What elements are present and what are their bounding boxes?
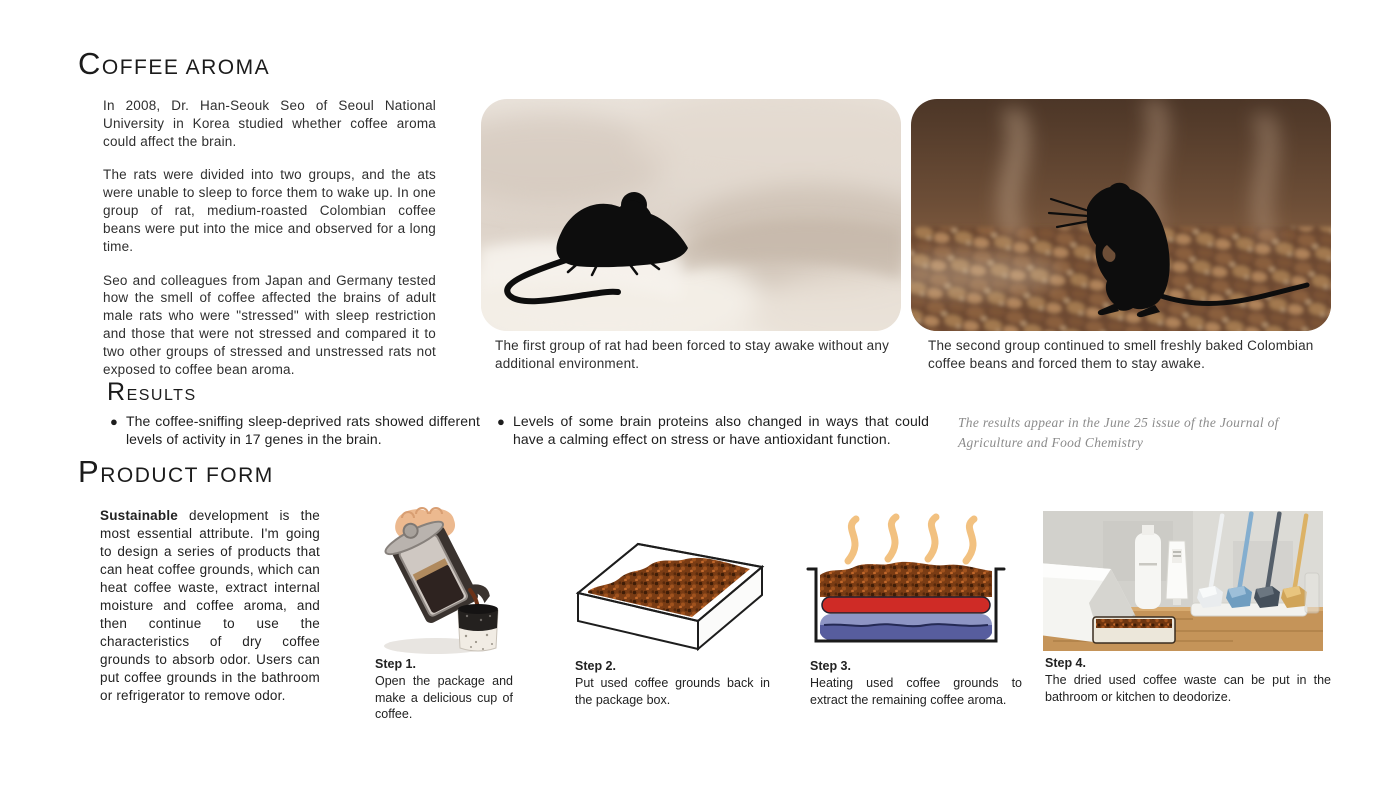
figure2-caption: The second group continued to smell freshly baked Colombian coffee beans and forced them to stay awake. <box>928 338 1314 371</box>
figure-first-rat-group <box>481 99 901 331</box>
figure-second-rat-group <box>911 99 1331 331</box>
coffee-aroma-heading: COFFEE AROMA <box>78 46 271 81</box>
step3-figure <box>804 511 1008 656</box>
step4-label: Step 4. <box>1045 656 1086 670</box>
results-bullet-2 <box>497 413 929 448</box>
bathroom-counter-icon <box>1043 511 1323 651</box>
step3-label: Step 3. <box>810 659 851 673</box>
results-bullet-1 <box>110 413 480 448</box>
step4-description: The dried used coffee waste can be put in the bathroom or kitchen to deodorize. <box>1045 673 1331 704</box>
bullet-icon: ● <box>497 414 505 429</box>
intro-bold-word: Sustainable <box>100 508 178 523</box>
step3-description: Heating used coffee grounds to extract the remaining coffee aroma. <box>810 676 1022 707</box>
paragraph-study-intro: In 2008, Dr. Han-Seouk Seo of Seoul National University in Korea studied whether coffee aroma could affect the brain. <box>103 98 436 149</box>
results-bullet-1-text: The coffee-sniffing sleep-deprived rats showed different levels of activity in 17 genes in the brain. <box>125 413 480 447</box>
step1-label: Step 1. <box>375 657 416 671</box>
standing-rat-illustration <box>911 99 1331 331</box>
step2-label: Step 2. <box>575 659 616 673</box>
results-heading: RESULTS <box>107 378 197 406</box>
step1-figure <box>366 504 514 656</box>
paragraph-rat-groups: The rats were divided into two groups, and the ats were unable to sleep to force them to wake up. In one group of rat, medium-roasted Colombian coffee beans were put into the mice and observed for a long time. <box>103 167 436 254</box>
french-press-pouring-icon <box>366 504 514 656</box>
journal-source-note: The results appear in the June 25 issue of the Journal of Agriculture and Food Chemistry <box>958 415 1279 450</box>
coffee-deodorizer-tray <box>1093 617 1175 643</box>
figure1-caption: The first group of rat had been forced to stay awake without any additional environment. <box>495 338 890 371</box>
step4-figure <box>1043 511 1323 651</box>
paragraph-seo-colleagues: Seo and colleagues from Japan and Germany tested how the smell of coffee affected the brains of adult male rats who were "stressed" with sleep restriction and those that were not stressed and compared it to two other groups of stressed and unstressed rats not exposed to coffee bean aroma. <box>103 272 436 377</box>
step2-description: Put used coffee grounds back in the package box. <box>575 676 770 707</box>
coffee-aroma-paragraphs <box>103 97 436 378</box>
water-layer <box>820 614 992 640</box>
heating-element <box>822 597 990 613</box>
heating-tray-icon <box>804 511 1008 656</box>
coffee-cup <box>458 604 498 651</box>
glass <box>1305 573 1319 613</box>
product-form-intro <box>100 507 320 704</box>
step1-description: Open the package and make a delicious cup of coffee. <box>375 674 513 721</box>
results-bullet-2-text: Levels of some brain proteins also changed in ways that could have a calming effect on stress or have antioxidant function. <box>512 413 929 447</box>
bullet-icon: ● <box>110 414 118 429</box>
step2-text-block <box>575 658 770 708</box>
step1-text-block <box>375 656 513 722</box>
product-form-heading: PRODUCT FORM <box>78 454 274 489</box>
toothpaste-tube <box>1166 541 1188 605</box>
step2-figure <box>566 527 768 654</box>
steam-icon <box>848 517 974 561</box>
step4-text-block <box>1045 655 1331 705</box>
bottle <box>1135 525 1161 609</box>
grounds-box-icon <box>566 527 768 654</box>
coffee-grounds-layer <box>820 562 992 597</box>
mouse-silhouette-illustration <box>481 99 901 331</box>
step3-text-block <box>810 658 1022 708</box>
intro-rest-text: development is the most essential attribute. I'm going to design a series of products that can heat coffee grounds, which can heat coffee waste, extract internal moisture and coffee aroma, and then continue to use the characteristics of dry coffee grounds to absorb odor. Users can put coffee grounds in the bathroom or refrigerator to remove odor. <box>100 508 320 703</box>
